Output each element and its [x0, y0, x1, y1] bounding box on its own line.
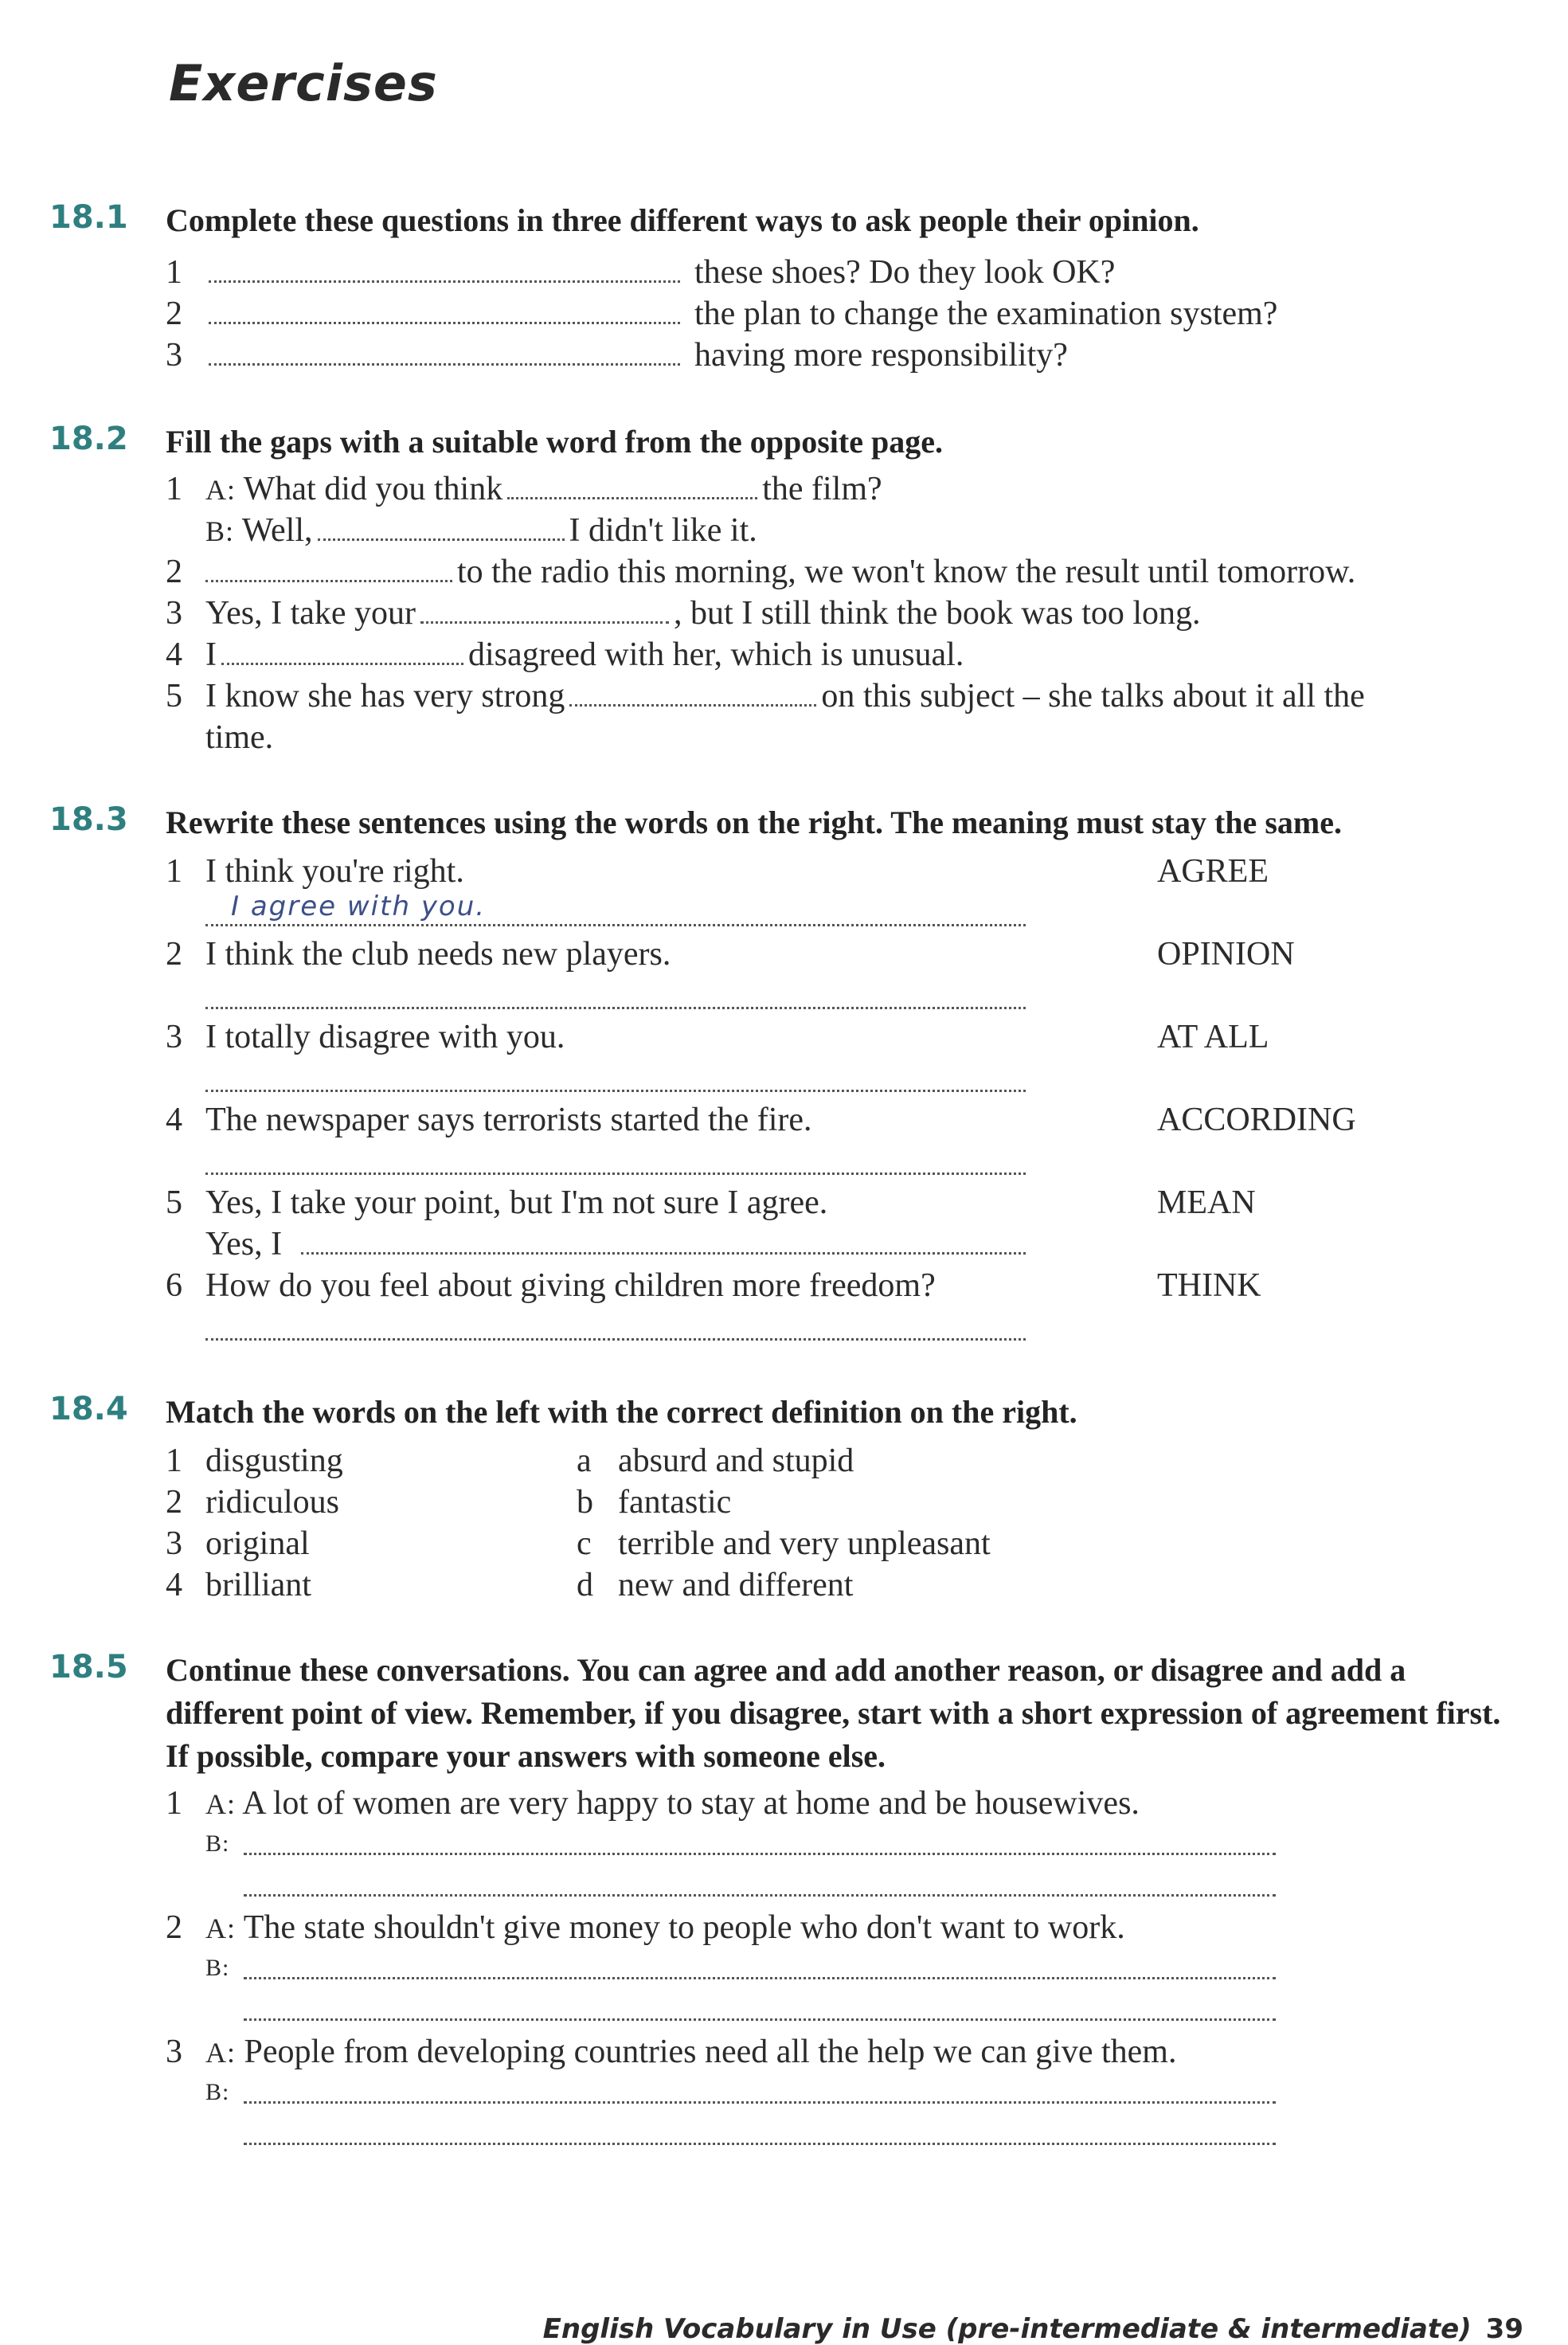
item-number: 3	[166, 1525, 182, 1562]
item-number: 1	[166, 471, 182, 507]
sentence-line-continued: time.	[205, 719, 274, 756]
speaker-label: A:	[205, 474, 236, 506]
match-definition: fantastic	[618, 1484, 732, 1521]
instruction: Fill the gaps with a suitable word from the opposite page.	[166, 424, 943, 460]
item-number: 3	[166, 337, 182, 374]
page-number: 39	[1485, 2313, 1523, 2345]
item-number: 1	[166, 853, 182, 890]
question-text: these shoes? Do they look OK?	[694, 254, 1116, 291]
line-text: disagreed with her, which is unusual.	[468, 636, 964, 673]
answer-line[interactable]	[205, 1007, 1026, 1009]
match-letter: b	[577, 1484, 593, 1521]
handwritten-answer: I agree with you.	[231, 891, 487, 922]
match-letter: a	[577, 1443, 592, 1479]
item-number: 3	[166, 1019, 182, 1055]
item-number: 6	[166, 1267, 182, 1304]
item-number: 1	[166, 254, 182, 291]
item-number: 3	[166, 595, 182, 632]
match-word: original	[205, 1525, 310, 1562]
item-number: 2	[166, 554, 182, 590]
keyword: AT ALL	[1157, 1019, 1269, 1055]
match-definition: absurd and stupid	[618, 1443, 854, 1479]
keyword: AGREE	[1157, 853, 1269, 890]
line-text: the film?	[762, 471, 882, 507]
sentence-line	[205, 594, 1201, 632]
match-letter: d	[577, 1567, 593, 1603]
keyword: OPINION	[1157, 936, 1295, 973]
item-number: 1	[166, 1785, 182, 1822]
dialogue-line	[205, 1908, 1125, 1947]
speaker-label: B:	[205, 1955, 230, 1981]
item-number: 5	[166, 678, 182, 714]
line-text: What did you think	[243, 471, 503, 507]
keyword: ACCORDING	[1157, 1102, 1356, 1138]
line-text: Yes, I take your	[205, 595, 416, 632]
sentence-line	[205, 553, 1355, 591]
match-definition: terrible and very unpleasant	[618, 1525, 991, 1562]
answer-line[interactable]	[205, 1338, 1026, 1341]
instruction: Continue these conversations. You can agree and add another reason, or disagree and add a different point of view. Remember, if you disagree, start with a short expression of agreement first. If possible, compare your answers with someone else.	[166, 1652, 1501, 1774]
match-word: ridiculous	[205, 1484, 339, 1521]
answer-line[interactable]	[205, 1172, 1026, 1175]
item-number: 2	[166, 1484, 182, 1521]
match-word: disgusting	[205, 1443, 343, 1479]
answer-line[interactable]	[244, 2143, 1276, 2145]
item-number: 2	[166, 936, 182, 973]
speaker-label: A:	[205, 2037, 236, 2069]
sentence-text: I think the club needs new players.	[205, 936, 671, 973]
line-text: to the radio this morning, we won't know the result until tomorrow.	[457, 554, 1356, 590]
answer-line[interactable]	[209, 363, 680, 366]
line-text: People from developing countries need all the help we can give them.	[244, 2034, 1177, 2070]
line-text: I know she has very strong	[205, 678, 565, 714]
line-text: I	[205, 636, 217, 673]
gap[interactable]	[221, 656, 463, 665]
item-number: 4	[166, 1102, 182, 1138]
item-number: 4	[166, 636, 182, 673]
dialogue-line	[205, 2033, 1176, 2071]
match-letter: c	[577, 1525, 592, 1562]
speaker-label: A:	[205, 1788, 236, 1820]
sentence-line	[205, 636, 964, 674]
page-title: Exercises	[169, 54, 438, 112]
dialogue-line	[205, 1784, 1140, 1822]
page-footer	[543, 2313, 1523, 2345]
answer-line[interactable]	[205, 924, 1026, 926]
sentence-line	[205, 677, 1365, 715]
answer-line[interactable]	[244, 1894, 1276, 1897]
speaker-label: B:	[205, 2079, 230, 2105]
sentence-text: How do you feel about giving children more freedom?	[205, 1267, 936, 1304]
exercise-number: 18.1	[49, 199, 128, 236]
dialogue-line	[205, 511, 757, 550]
line-text: Well,	[241, 512, 313, 549]
answer-prefix: Yes, I	[205, 1226, 283, 1263]
gap[interactable]	[205, 574, 452, 582]
sentence-text: I totally disagree with you.	[205, 1019, 565, 1055]
book-title: English Vocabulary in Use (pre-intermediate & intermediate)	[542, 2313, 1472, 2345]
answer-line[interactable]	[244, 1853, 1276, 1855]
exercise-number: 18.5	[49, 1649, 128, 1685]
match-word: brilliant	[205, 1567, 311, 1603]
sentence-text: I think you're right.	[205, 853, 464, 890]
line-text: , but I still think the book was too long.	[674, 595, 1201, 632]
answer-line[interactable]	[209, 280, 680, 283]
speaker-label: B:	[205, 515, 235, 547]
answer-line[interactable]	[205, 1090, 1026, 1092]
item-number: 3	[166, 2034, 182, 2070]
item-number: 5	[166, 1184, 182, 1221]
answer-line[interactable]	[244, 1977, 1276, 1979]
speaker-label: B:	[205, 1830, 230, 1857]
item-number: 1	[166, 1443, 182, 1479]
line-text: The state shouldn't give money to people who don't want to work.	[243, 1909, 1125, 1946]
match-definition: new and different	[618, 1567, 854, 1603]
line-text: I didn't like it.	[569, 512, 757, 549]
item-number: 4	[166, 1567, 182, 1603]
answer-line[interactable]	[244, 2018, 1276, 2021]
sentence-text: The newspaper says terrorists started the fire.	[205, 1102, 812, 1138]
line-text: on this subject – she talks about it all the	[821, 678, 1365, 714]
gap[interactable]	[420, 615, 669, 624]
gap[interactable]	[507, 491, 757, 499]
exercise-number: 18.3	[49, 801, 128, 838]
instruction: Match the words on the left with the correct definition on the right.	[166, 1394, 1077, 1430]
question-text: having more responsibility?	[694, 337, 1068, 374]
exercise-number: 18.4	[49, 1391, 128, 1427]
item-number: 2	[166, 1909, 182, 1946]
gap[interactable]	[318, 532, 565, 541]
instruction: Complete these questions in three different ways to ask people their opinion.	[166, 202, 1199, 238]
sentence-text: Yes, I take your point, but I'm not sure I agree.	[205, 1184, 828, 1221]
question-text: the plan to change the examination system?	[694, 296, 1278, 332]
speaker-label: A:	[205, 1912, 236, 1944]
exercise-number: 18.2	[49, 421, 128, 457]
line-text: A lot of women are very happy to stay at home and be housewives.	[242, 1785, 1140, 1822]
answer-line[interactable]	[244, 2101, 1276, 2104]
item-number: 2	[166, 296, 182, 332]
dialogue-line	[205, 470, 882, 508]
answer-line[interactable]	[209, 322, 680, 324]
keyword: THINK	[1157, 1267, 1261, 1304]
gap[interactable]	[569, 698, 816, 707]
instruction: Rewrite these sentences using the words on the right. The meaning must stay the same.	[166, 805, 1342, 840]
keyword: MEAN	[1157, 1184, 1256, 1221]
answer-line[interactable]	[301, 1252, 1026, 1255]
